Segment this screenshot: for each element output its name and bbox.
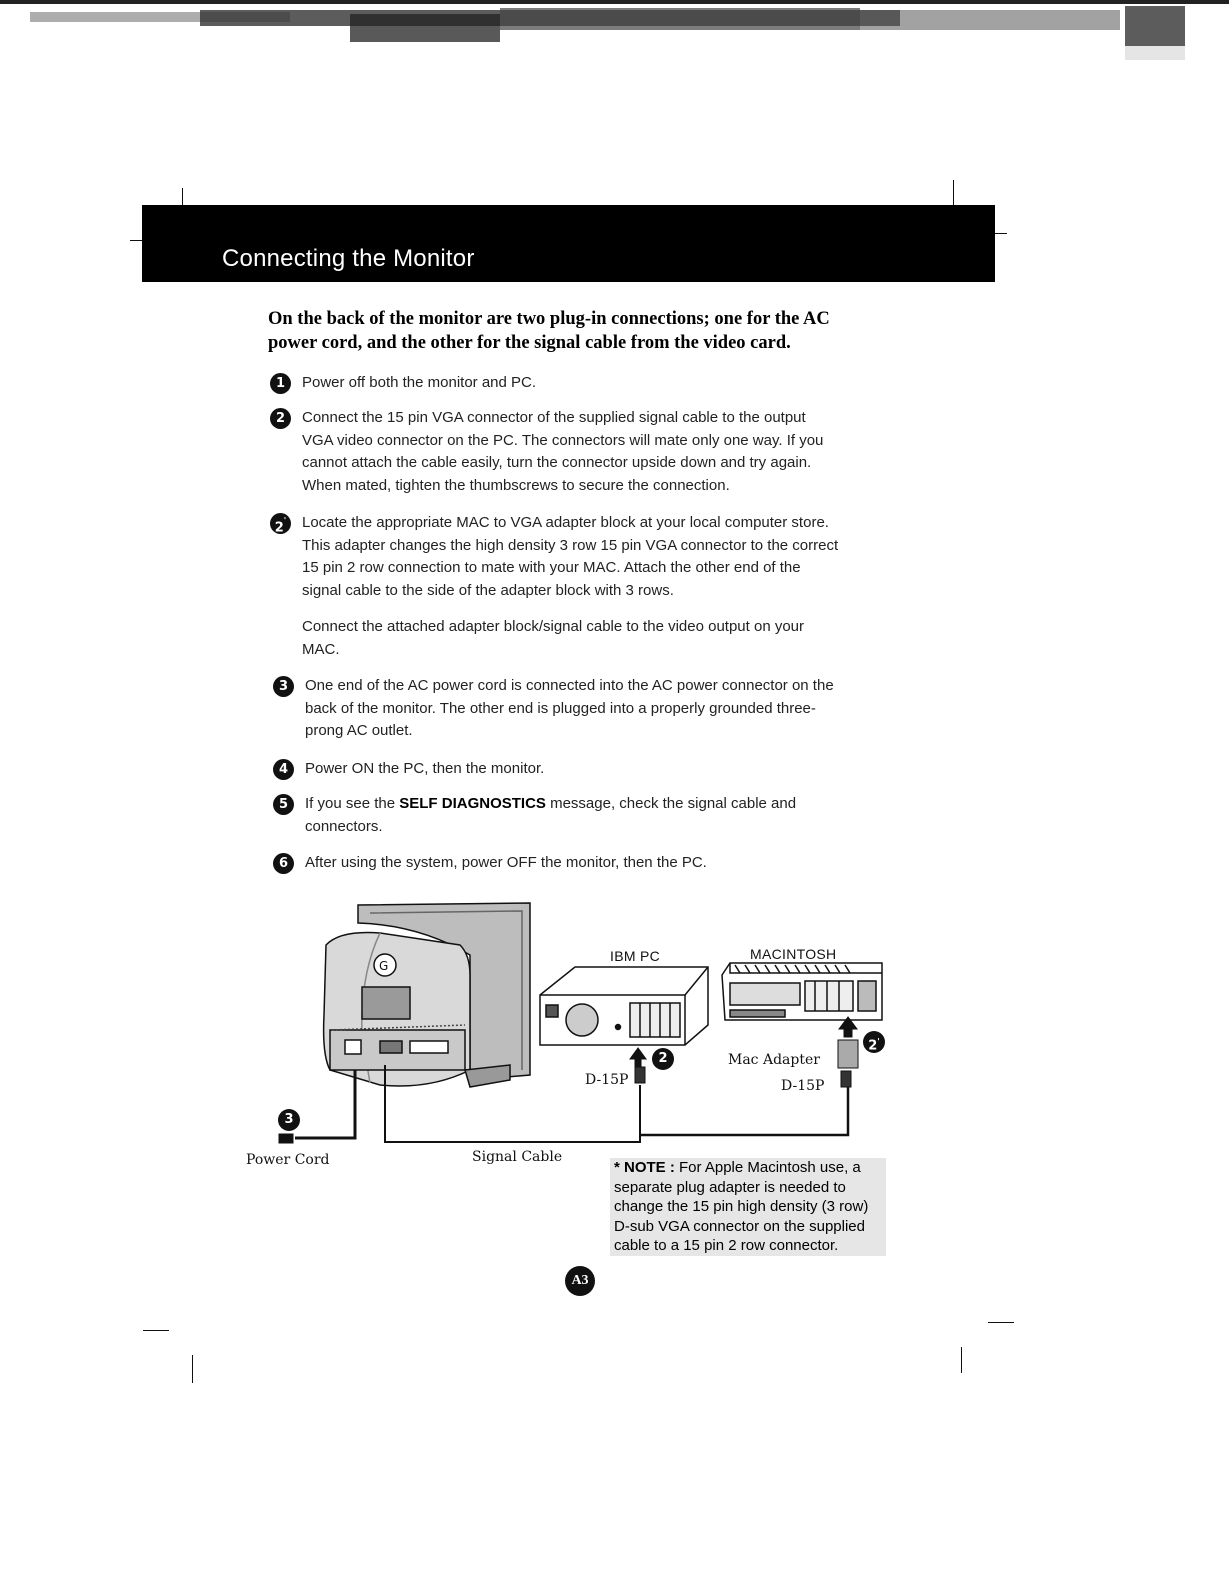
note-text: For Apple Macintosh use, a separate plug adapter is needed to change the 15 pin high density (3 row) D-sub VGA connector on the supplied cable to a 15 pin 2 row connector. bbox=[614, 1159, 869, 1254]
self-diagnostics-term: SELF DIAGNOSTICS bbox=[399, 795, 546, 812]
step-1 bbox=[270, 372, 840, 395]
macintosh-illustration bbox=[722, 963, 882, 1020]
crop-mark bbox=[995, 233, 1007, 234]
connection-illustration bbox=[230, 895, 910, 1185]
step-number-badge: 4 bbox=[273, 759, 294, 780]
step-number-badge: 5 bbox=[273, 794, 294, 815]
svg-text:G: G bbox=[379, 959, 389, 973]
mac-adapter-label: Mac Adapter bbox=[728, 1052, 820, 1068]
step-subtext: Connect the attached adapter block/signal cable to the video output on your MAC. bbox=[302, 618, 805, 658]
diagram-marker-pc: 2 bbox=[652, 1048, 674, 1070]
connection-diagram bbox=[230, 895, 910, 1185]
step-4 bbox=[273, 758, 843, 781]
step-text: Power off both the monitor and PC. bbox=[302, 374, 537, 391]
diagram-marker-power: 3 bbox=[278, 1109, 300, 1131]
crop-mark bbox=[143, 1330, 169, 1331]
step-text bbox=[273, 793, 843, 838]
step-text: After using the system, power OFF the monitor, then the PC. bbox=[305, 854, 707, 871]
scan-noise-band bbox=[0, 0, 1229, 60]
crop-mark bbox=[961, 1347, 962, 1373]
crop-mark bbox=[192, 1355, 193, 1383]
page-number: A3 bbox=[565, 1266, 595, 1296]
page-title: Connecting the Monitor bbox=[222, 245, 475, 272]
step-6 bbox=[273, 852, 843, 875]
section-header-bar bbox=[142, 205, 995, 282]
crop-mark bbox=[988, 1322, 1014, 1323]
intro-paragraph: On the back of the monitor are two plug-in connections; one for the AC power cord, and the other for the signal cable from the video card. bbox=[268, 309, 830, 353]
d15p-mac-label: D-15P bbox=[781, 1078, 825, 1094]
step-5 bbox=[273, 793, 843, 838]
ibm-pc-label: IBM PC bbox=[610, 948, 661, 964]
ibm-pc-illustration bbox=[540, 967, 708, 1045]
step-number-badge: 3 bbox=[273, 676, 294, 697]
step-text: Connect the 15 pin VGA connector of the supplied signal cable to the output VGA video connector on the PC. The connectors will mate only one way. If you cannot attach the cable easily, turn the connector upside down and try again. When mated, tighten the thumbscrews to secure the connection. bbox=[302, 409, 824, 494]
step-text-before: If you see the bbox=[305, 795, 400, 812]
badge-digit: 2 bbox=[868, 1038, 878, 1054]
diagram-marker-mac bbox=[863, 1031, 885, 1053]
mac-adapter-note bbox=[610, 1158, 886, 1256]
power-cord-label: Power Cord bbox=[246, 1152, 330, 1168]
step-3 bbox=[273, 675, 843, 743]
badge-prime: ' bbox=[877, 1037, 880, 1046]
badge-prime: ' bbox=[283, 516, 287, 525]
step-number-badge: 6 bbox=[273, 853, 294, 874]
step-text-after: message, check the signal cable and connectors. bbox=[305, 795, 797, 835]
step-number-badge: 1 bbox=[270, 373, 291, 394]
step-2 bbox=[270, 407, 840, 497]
monitor-illustration bbox=[324, 903, 530, 1087]
signal-cable-label: Signal Cable bbox=[472, 1149, 563, 1165]
note-label: * NOTE : bbox=[614, 1159, 675, 1176]
step-text: Power ON the PC, then the monitor. bbox=[305, 760, 545, 777]
macintosh-label: MACINTOSH bbox=[750, 946, 837, 962]
step-number-badge bbox=[270, 513, 291, 534]
step-2-prime bbox=[270, 512, 840, 661]
step-number-badge: 2 bbox=[270, 408, 291, 429]
badge-digit: 2 bbox=[274, 520, 284, 536]
step-text: One end of the AC power cord is connected into the AC power connector on the back of the monitor. The other end is plugged into a properly grounded three-prong AC outlet. bbox=[305, 677, 834, 739]
step-text: Locate the appropriate MAC to VGA adapter block at your local computer store. This adapter changes the high density 3 row 15 pin VGA connector to the correct 15 pin 2 row connection to mate with your MAC. Attach the other end of the signal cable to the side of the adapter block with 3 rows. bbox=[302, 514, 839, 599]
d15p-pc-label: D-15P bbox=[585, 1072, 629, 1088]
